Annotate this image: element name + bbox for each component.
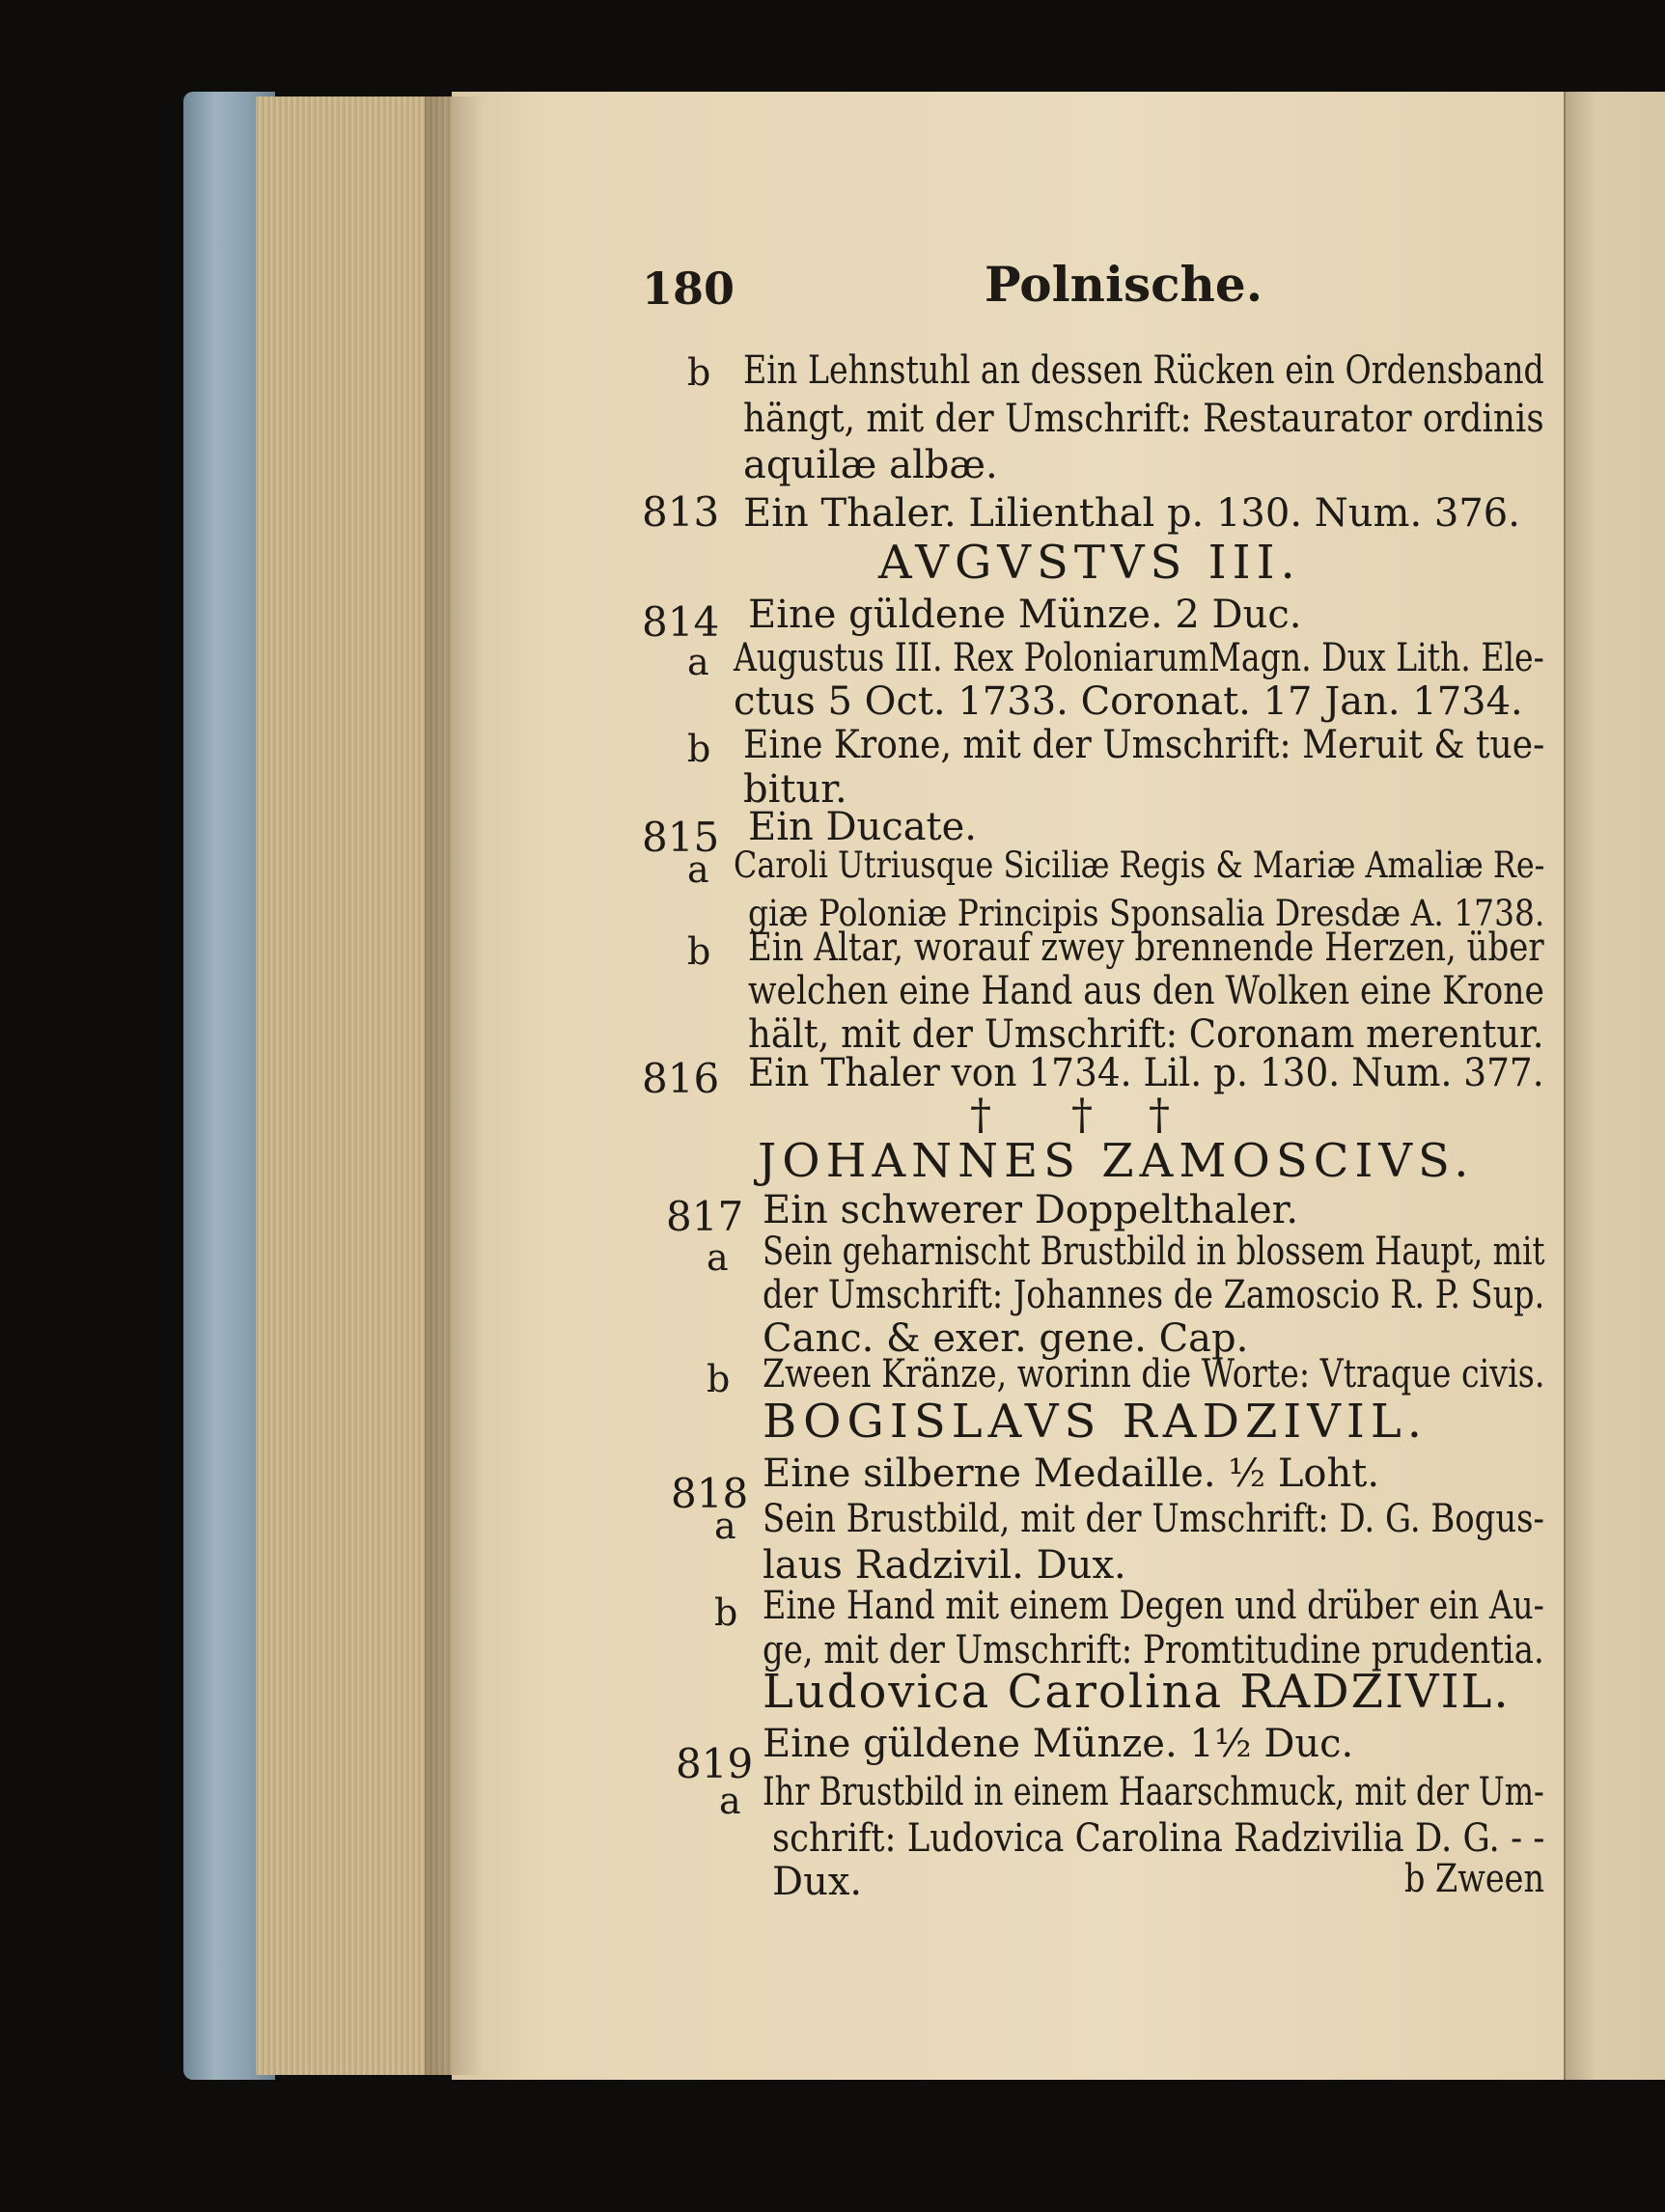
entry-line: Ein Lehnstuhl an dessen Rücken ein Ordensband bbox=[743, 348, 1544, 393]
entry-line: hält, mit der Umschrift: Coronam merentur. bbox=[748, 1012, 1544, 1057]
entry-letter: a bbox=[687, 641, 709, 683]
ornament-cross: † bbox=[970, 1091, 991, 1140]
entry-letter: a bbox=[714, 1505, 736, 1547]
entry-line: Ihr Brustbild in einem Haarschmuck, mit der Um- bbox=[763, 1770, 1544, 1814]
section-heading: JOHANNES ZAMOSCIVS. bbox=[758, 1134, 1475, 1188]
entry-letter: b bbox=[687, 351, 711, 394]
ornament-cross: † bbox=[1149, 1091, 1170, 1140]
entry-letter: b bbox=[707, 1358, 731, 1400]
entry-line: ge, mit der Umschrift: Promtitudine prudentia. bbox=[763, 1628, 1544, 1673]
entry-line: Zween Kränze, worinn die Worte: Vtraque civis. bbox=[763, 1352, 1545, 1396]
entry-letter: b bbox=[687, 728, 711, 770]
entry-line: Caroli Utriusque Siciliæ Regis & Mariæ Amaliæ Re- bbox=[734, 844, 1545, 886]
entry-number: 814 bbox=[642, 598, 720, 646]
entry-line: bitur. bbox=[743, 767, 847, 812]
entry-line: Ein Thaler von 1734. Lil. p. 130. Num. 377. bbox=[748, 1051, 1544, 1095]
entry-number: 819 bbox=[676, 1740, 754, 1787]
entry-line: giæ Poloniæ Principis Sponsalia Dresdæ A. 1738. bbox=[748, 893, 1545, 934]
entry-line: Eine güldene Münze. 1½ Duc. bbox=[763, 1722, 1354, 1766]
entry-line: Ein Altar, worauf zwey brennende Herzen, über bbox=[748, 926, 1544, 970]
entry-line: hängt, mit der Umschrift: Restaurator ordinis bbox=[743, 397, 1544, 441]
entry-line: Sein Brustbild, mit der Umschrift: D. G. Bogus- bbox=[763, 1497, 1544, 1541]
section-heading: AVGVSTVS III. bbox=[878, 536, 1301, 590]
entry-letter: a bbox=[707, 1236, 729, 1279]
entry-line: schrift: Ludovica Carolina Radzivilia D. G. - - bbox=[772, 1816, 1545, 1861]
entry-line: aquilæ albæ. bbox=[743, 443, 998, 487]
entry-line: laus Radzivil. Dux. bbox=[763, 1543, 1126, 1588]
entry-letter: b bbox=[687, 930, 711, 973]
entry-letter: a bbox=[687, 848, 709, 891]
entry-line: der Umschrift: Johannes de Zamoscio R. P. Sup. bbox=[763, 1273, 1545, 1317]
entry-line: Eine Krone, mit der Umschrift: Meruit & tue- bbox=[743, 723, 1545, 767]
entry-number: 815 bbox=[642, 814, 720, 861]
entry-letter: b bbox=[714, 1591, 738, 1634]
entry-line: Dux. bbox=[772, 1860, 863, 1904]
entry-letter: a bbox=[719, 1780, 741, 1822]
section-heading: BOGISLAVS RADZIVIL. bbox=[763, 1395, 1429, 1449]
entry-line: welchen eine Hand aus den Wolken eine Krone bbox=[748, 969, 1544, 1013]
entry-number: 818 bbox=[671, 1470, 749, 1517]
entry-line: ctus 5 Oct. 1733. Coronat. 17 Jan. 1734. bbox=[734, 679, 1523, 724]
page-number: 180 bbox=[642, 263, 735, 315]
section-heading: Ludovica Carolina RADZIVIL. bbox=[763, 1665, 1511, 1719]
running-title: Polnische. bbox=[985, 256, 1263, 313]
entry-line: Eine silberne Medaille. ½ Loht. bbox=[763, 1452, 1380, 1496]
entry-line: Augustus III. Rex PoloniarumMagn. Dux Lith. Ele- bbox=[734, 636, 1544, 680]
entry-line: Canc. & exer. gene. Cap. bbox=[763, 1316, 1249, 1361]
entry-number: 813 bbox=[642, 488, 720, 536]
entry-line: Ein Ducate. bbox=[748, 805, 978, 849]
catchword: b Zween bbox=[1404, 1857, 1545, 1901]
entry-line: Ein Thaler. Lilienthal p. 130. Num. 376. bbox=[743, 491, 1520, 536]
entry-number: 816 bbox=[642, 1055, 720, 1102]
ornament-cross: † bbox=[1071, 1091, 1093, 1140]
entry-line: Sein geharnischt Brustbild in blossem Haupt, mit bbox=[763, 1230, 1545, 1274]
entry-line: Eine güldene Münze. 2 Duc. bbox=[748, 593, 1302, 637]
entry-number: 817 bbox=[666, 1193, 744, 1240]
entry-line: Ein schwerer Doppelthaler. bbox=[763, 1188, 1299, 1232]
entry-line: Eine Hand mit einem Degen und drüber ein Au- bbox=[763, 1584, 1544, 1628]
